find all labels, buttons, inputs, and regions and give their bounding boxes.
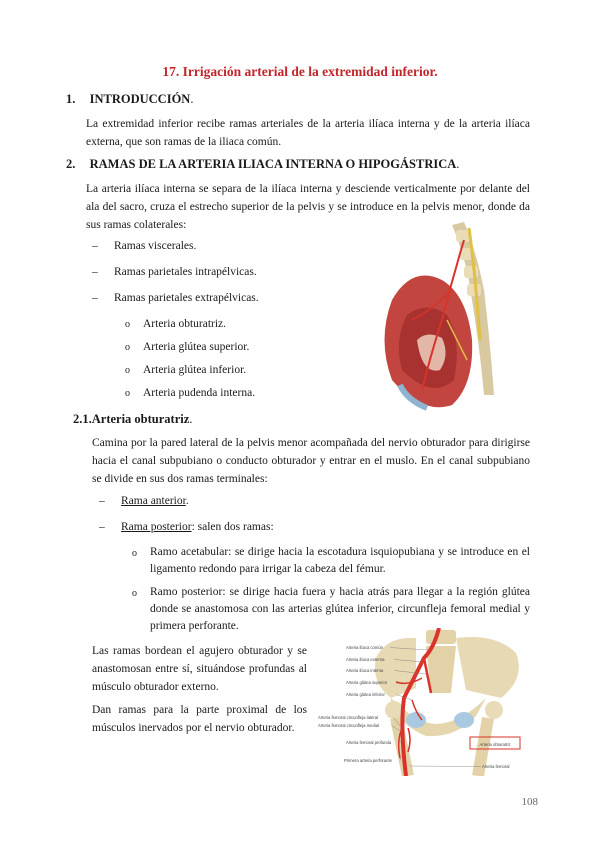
section-1-period: . <box>190 92 194 106</box>
page-number: 108 <box>521 796 538 808</box>
branch-item-posterior: – Rama posterior: salen dos ramas: <box>99 521 274 533</box>
section-2-heading <box>66 157 459 172</box>
figure-label: Arteria glútea inferior <box>346 692 385 697</box>
list-item-text: Ramas parietales intrapélvicas. <box>114 266 257 278</box>
section-2-paragraph: La arteria ilíaca interna se separa de la ilíaca interna y desciende verticalmente por delante del ala del sacro, cruza el estrecho superior de la pelvis y se introduce en la pelvis menor, donde da sus ramas colaterales: <box>86 183 530 231</box>
figure-label: Arteria obturatriz <box>479 742 511 747</box>
sublist-item-text: Arteria pudenda interna. <box>143 387 256 399</box>
sublist-item: o Arteria glútea superior. <box>125 341 250 353</box>
figure-label: Arteria femoral <box>482 764 510 769</box>
section-2-1-paragraph: Camina por la pared lateral de la pelvis menor acompañada del nervio obturador para dirigirse hacia el canal subpubiano o conducto obturador y entrar en el muslo. En el canal subpubiano se divide en sus dos ramas terminales: <box>92 437 530 485</box>
sub-branch-text: Ramo posterior: se dirige hacia fuera y hacia atrás para llegar a la región glútea donde se anastomosa con las arterias glútea inferior, circunfleja femoral medial y primera perforante. <box>150 586 530 632</box>
branch-suffix: : salen dos ramas: <box>191 521 274 533</box>
list-item-text: Ramas parietales extrapélvicas. <box>114 292 259 304</box>
figure-label: Arteria femoral circunfleja lateral <box>318 715 379 720</box>
branch-suffix: . <box>185 495 189 507</box>
branch-label: Rama posterior <box>121 521 192 533</box>
branch-label: Rama anterior <box>121 495 186 507</box>
section-2-1-period: . <box>189 412 193 426</box>
figure-label: Arteria ilíaca interna <box>346 668 384 673</box>
sublist-item-text: Arteria glútea superior. <box>143 341 250 353</box>
sublist-item: o Arteria pudenda interna. <box>125 387 256 399</box>
figure-label: Arteria femoral profunda <box>346 740 392 745</box>
list-item-text: Ramas viscerales. <box>114 240 197 252</box>
section-1-paragraph: La extremidad inferior recibe ramas arteriales de la arteria ilíaca interna y de la arteria ilíaca externa, que son ramas de la iliaca común. <box>86 118 530 148</box>
branch-item-anterior: – Rama anterior. <box>99 495 189 507</box>
sub-branch-acetabular: o Ramo acetabular: se dirige hacia la escotadura isquiopubiana y se introduce en el ligamento redondo para irrigar la cabeza del fémur. <box>132 546 530 575</box>
paragraph-anastomosis: Las ramas bordean el agujero obturador y se anastomosan entre sí, situándose profundas al músculo obturador externo. <box>92 645 307 693</box>
section-2-number: 2. <box>66 157 76 171</box>
sublist-item: o Arteria obturatriz. <box>125 318 227 330</box>
section-1-heading <box>66 92 193 107</box>
figure-label: Arteria glútea superior <box>346 680 388 685</box>
section-2-period: . <box>456 157 460 171</box>
section-2-1-title: Arteria obturatriz <box>91 412 190 426</box>
figure-label: Arteria ilíaca común <box>346 645 384 650</box>
list-item: – Ramas parietales intrapélvicas. <box>92 266 257 278</box>
section-2-title: RAMAS DE LA ARTERIA ILIACA INTERNA O HIPOGÁSTRICA <box>89 157 457 171</box>
pelvis-arteries-illustration <box>316 628 540 776</box>
sublist-item: o Arteria glútea inferior. <box>125 364 247 376</box>
figure-label: Arteria femoral circunfleja medial <box>318 723 379 728</box>
sub-branch-text: Ramo acetabular: se dirige hacia la escotadura isquiopubiana y se introduce en el ligamento redondo para irrigar la cabeza del fémur. <box>150 546 530 575</box>
section-1-title: INTRODUCCIÓN <box>89 92 191 106</box>
list-item: – Ramas parietales extrapélvicas. <box>92 292 259 304</box>
section-1-number: 1. <box>66 92 76 106</box>
sublist-item-text: Arteria obturatriz. <box>143 318 227 330</box>
list-item: – Ramas viscerales. <box>92 240 197 252</box>
page-title: 17. Irrigación arterial de la extremidad inferior. <box>162 64 438 79</box>
section-2-1-heading <box>73 412 192 427</box>
section-2-1-number: 2.1. <box>73 412 92 426</box>
paragraph-muscles: Dan ramas para la parte proximal de los músculos inervados por el nervio obturador. <box>92 704 307 734</box>
figure-leader-line <box>410 766 481 767</box>
sub-branch-posterior: o Ramo posterior: se dirige hacia fuera y hacia atrás para llegar a la región glútea donde se anastomosa con las arterias glútea inferior, circunfleja femoral medial y primera perforante. <box>132 586 530 632</box>
sublist-item-text: Arteria glútea inferior. <box>143 364 247 376</box>
figure-label: Primera arteria perforante <box>344 758 392 763</box>
figure-label: Arteria ilíaca externa <box>346 657 385 662</box>
pelvis-sagittal-illustration <box>372 220 502 416</box>
